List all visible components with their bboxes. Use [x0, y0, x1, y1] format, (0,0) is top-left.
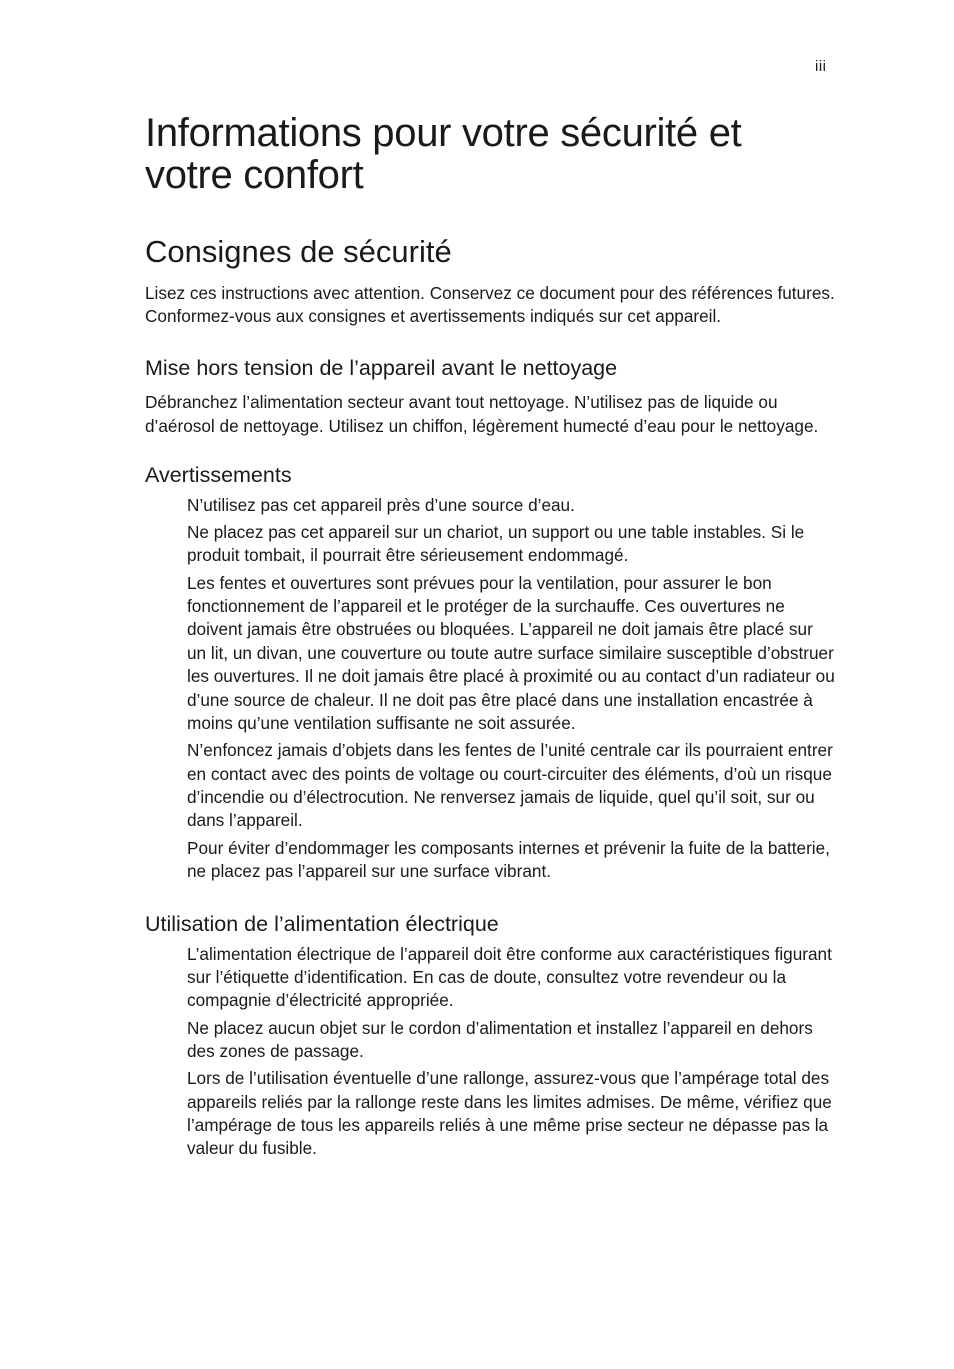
- warning-item: Les fentes et ouvertures sont prévues pour la ventilation, pour assurer le bon fonctionnement de l’appareil et le protéger de la surchauffe. Ces ouvertures ne doivent jamais être obstruées ou bloquées. L’appareil ne doit jamais être placé sur un lit, un divan, une couverture ou toute autre surface similaire susceptible d’obstruer les ouvertures. Il ne doit jamais être placé à proximité ou au contact d’un radiateur ou d’une source de chaleur. Il ne doit pas être placé dans une installation encastrée à moins qu’une ventilation suffisante ne soit assurée.: [187, 572, 835, 734]
- warning-item: Pour éviter d’endommager les composants internes et prévenir la fuite de la batterie, ne placez pas l’appareil sur une surface vibrant.: [187, 837, 830, 882]
- power-item: Lors de l’utilisation éventuelle d’une rallonge, assurez-vous que l’ampérage total des appareils reliés par la rallonge reste dans les limites admises. De même, vérifiez que l’ampérage de tous les appareils reliés à une même prise secteur ne dépasse pas la valeur du fusible.: [187, 1068, 832, 1159]
- subheading-power: Utilisation de l’alimentation électrique: [145, 911, 499, 936]
- power-item: Ne placez aucun objet sur le cordon d’alimentation et installez l’appareil en dehors des zones de passage.: [187, 1017, 813, 1061]
- subheading-cleaning: Mise hors tension de l’appareil avant le nettoyage: [145, 356, 618, 381]
- warning-item: N’utilisez pas cet appareil près d’une source d’eau.: [187, 494, 575, 515]
- power-list: [145, 943, 835, 1161]
- warning-item: Ne placez pas cet appareil sur un chariot, un support ou une table instables. Si le produit tombait, il pourrait être sérieusement endommagé.: [187, 522, 805, 566]
- warnings-list: [145, 494, 835, 884]
- safety-intro-paragraph: Lisez ces instructions avec attention. Conservez ce document pour des références futures. Conformez-vous aux consignes et avertissements indiqués sur cet appareil.: [145, 283, 835, 327]
- page-number: iii: [815, 58, 827, 75]
- section-heading-safety: Consignes de sécurité: [145, 234, 452, 269]
- page-title: Informations pour votre sécurité et votre confort: [145, 111, 742, 197]
- warning-item: N’enfoncez jamais d’objets dans les fentes de l’unité centrale car ils pourraient entrer en contact avec des points de voltage ou court-circuiter des éléments, d’où un risque d’incendie ou d’électrocution. Ne renversez jamais de liquide, quel qu’il soit, sur ou dans l’appareil.: [187, 740, 833, 831]
- subheading-warnings: Avertissements: [145, 462, 292, 487]
- document-content: [145, 112, 835, 1165]
- power-item: L’alimentation électrique de l’appareil doit être conforme aux caractéristiques figurant sur l’étiquette d’identification. En cas de doute, consultez votre revendeur ou la compagnie d’électricité appropriée.: [187, 943, 832, 1011]
- cleaning-paragraph: Débranchez l’alimentation secteur avant tout nettoyage. N’utilisez pas de liquide ou d’aérosol de nettoyage. Utilisez un chiffon, légèrement humecté d’eau pour le nettoyage.: [145, 392, 819, 436]
